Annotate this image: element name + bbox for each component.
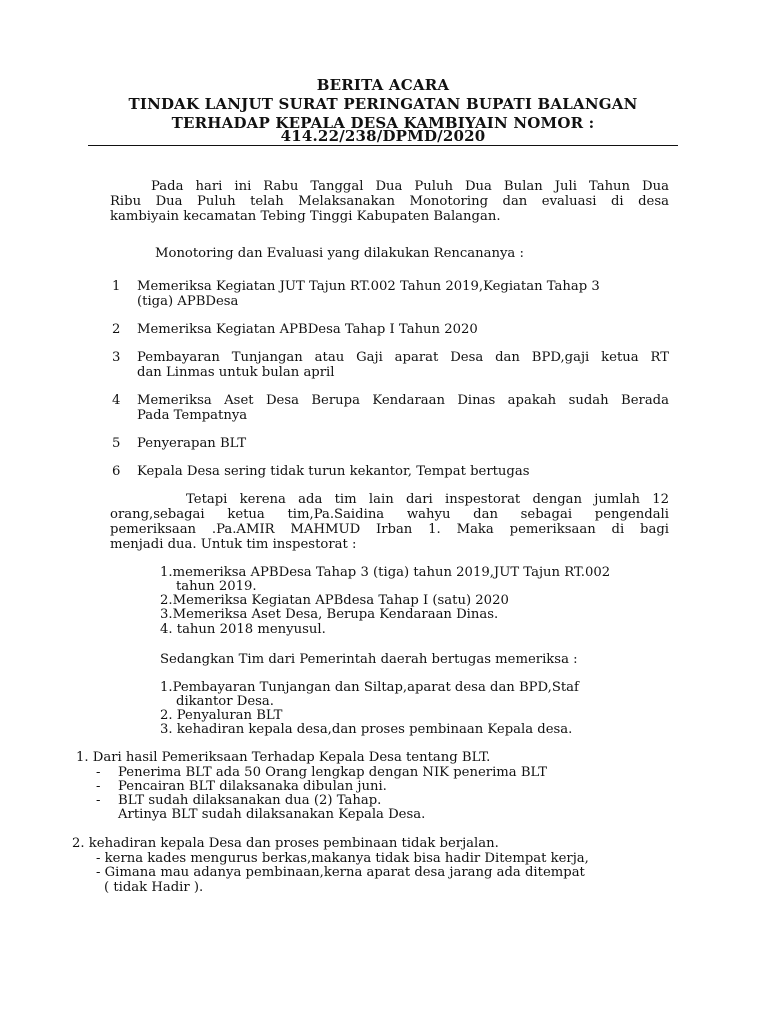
plan-item-number: 4	[112, 393, 121, 408]
pemda-item: 1.Pembayaran Tunjangan dan Siltap,aparat desa dan BPD,Staf	[160, 680, 579, 695]
finding-2-bullet: - kerna kades mengurus berkas,makanya tidak bisa hadir Ditempat kerja,	[96, 851, 589, 866]
bullet-dash: -	[96, 793, 101, 808]
document-title: BERITA ACARA	[316, 76, 450, 94]
team-para-line-1: Tetapi kerena ada tim lain dari inspestorat dengan jumlah 12	[186, 492, 669, 507]
pemda-item: 3. kehadiran kepala desa,dan proses pembinaan Kepala desa.	[160, 722, 573, 737]
pemda-item: 2. Penyaluran BLT	[160, 708, 283, 723]
pemda-heading: Sedangkan Tim dari Pemerintah daerah bertugas memeriksa :	[160, 652, 578, 667]
plan-item-number: 2	[112, 322, 121, 337]
team-para-line-3: pemeriksaan .Pa.AMIR MAHMUD Irban 1. Maka pemeriksaan di bagi	[110, 522, 669, 537]
document-number: 414.22/238/DPMD/2020	[280, 127, 486, 145]
plan-item-text: Memeriksa Kegiatan APBDesa Tahap I Tahun 2020	[137, 322, 478, 337]
document-subtitle-line-1: TINDAK LANJUT SURAT PERINGATAN BUPATI BALANGAN	[128, 95, 638, 113]
document-subtitle-line-2: TERHADAP KEPALA DESA KAMBIYAIN NOMOR :	[171, 114, 595, 132]
plan-item-number: 6	[112, 464, 121, 479]
bullet-dash: -	[96, 779, 101, 794]
plan-item-text: dan Linmas untuk bulan april	[137, 365, 335, 380]
finding-1-bullet-text: Pencairan BLT dilaksanaka dibulan juni.	[118, 779, 387, 794]
finding-1-bullet	[96, 779, 387, 794]
finding-2-bullet: - Gimana mau adanya pembinaan,kerna aparat desa jarang ada ditempat	[96, 865, 585, 880]
intro-line-3: kambiyain kecamatan Tebing Tinggi Kabupaten Balangan.	[110, 209, 501, 224]
header-divider	[88, 145, 678, 146]
plan-item-text: Pada Tempatnya	[137, 408, 248, 423]
finding-1-bullet	[96, 765, 547, 780]
finding-1-bullet-text: Penerima BLT ada 50 Orang lengkap dengan NIK penerima BLT	[118, 765, 548, 780]
finding-1-bullet-text: BLT sudah dilaksanakan dua (2) Tahap.	[118, 793, 382, 808]
finding-2-bullet-cont: ( tidak Hadir ).	[104, 880, 204, 895]
plan-item-number: 5	[112, 436, 121, 451]
inspektorat-item: 1.memeriksa APBDesa Tahap 3 (tiga) tahun 2019,JUT Tajun RT.002	[160, 565, 611, 580]
intro-line-1: Pada hari ini Rabu Tanggal Dua Puluh Dua Bulan Juli Tahun Dua	[151, 179, 669, 194]
bullet-dash: -	[96, 765, 101, 780]
finding-1-heading: 1. Dari hasil Pemeriksaan Terhadap Kepala Desa tentang BLT.	[76, 750, 491, 765]
finding-2-heading: 2. kehadiran kepala Desa dan proses pembinaan tidak berjalan.	[72, 836, 499, 851]
plan-item-text: Memeriksa Kegiatan JUT Tajun RT.002 Tahun 2019,Kegiatan Tahap 3	[137, 279, 600, 294]
plan-item-text: (tiga) APBDesa	[137, 294, 239, 309]
team-para-line-4: menjadi dua. Untuk tim inspestorat :	[110, 537, 357, 552]
inspektorat-item-cont: tahun 2019.	[176, 579, 257, 594]
plan-item-text: Kepala Desa sering tidak turun kekantor, Tempat bertugas	[137, 464, 530, 479]
intro-line-2: Ribu Dua Puluh telah Melaksanakan Monotoring dan evaluasi di desa	[110, 194, 669, 209]
plan-item-number: 3	[112, 350, 121, 365]
finding-1-note: Artinya BLT sudah dilaksanakan Kepala Desa.	[118, 807, 426, 822]
finding-1-bullet	[96, 793, 381, 808]
plan-item-text: Memeriksa Aset Desa Berupa Kendaraan Dinas apakah sudah Berada	[137, 393, 669, 408]
plan-heading: Monotoring dan Evaluasi yang dilakukan Rencananya :	[155, 246, 524, 261]
inspektorat-item: 4. tahun 2018 menyusul.	[160, 622, 326, 637]
team-para-line-2: orang,sebagai ketua tim,Pa.Saidina wahyu dan sebagai pengendali	[110, 507, 669, 522]
pemda-item-cont: dikantor Desa.	[176, 694, 274, 709]
inspektorat-item: 2.Memeriksa Kegiatan APBdesa Tahap I (satu) 2020	[160, 593, 509, 608]
plan-item-text: Penyerapan BLT	[137, 436, 247, 451]
inspektorat-item: 3.Memeriksa Aset Desa, Berupa Kendaraan Dinas.	[160, 607, 499, 622]
plan-item-text: Pembayaran Tunjangan atau Gaji aparat Desa dan BPD,gaji ketua RT	[137, 350, 669, 365]
plan-item-number: 1	[112, 279, 121, 294]
